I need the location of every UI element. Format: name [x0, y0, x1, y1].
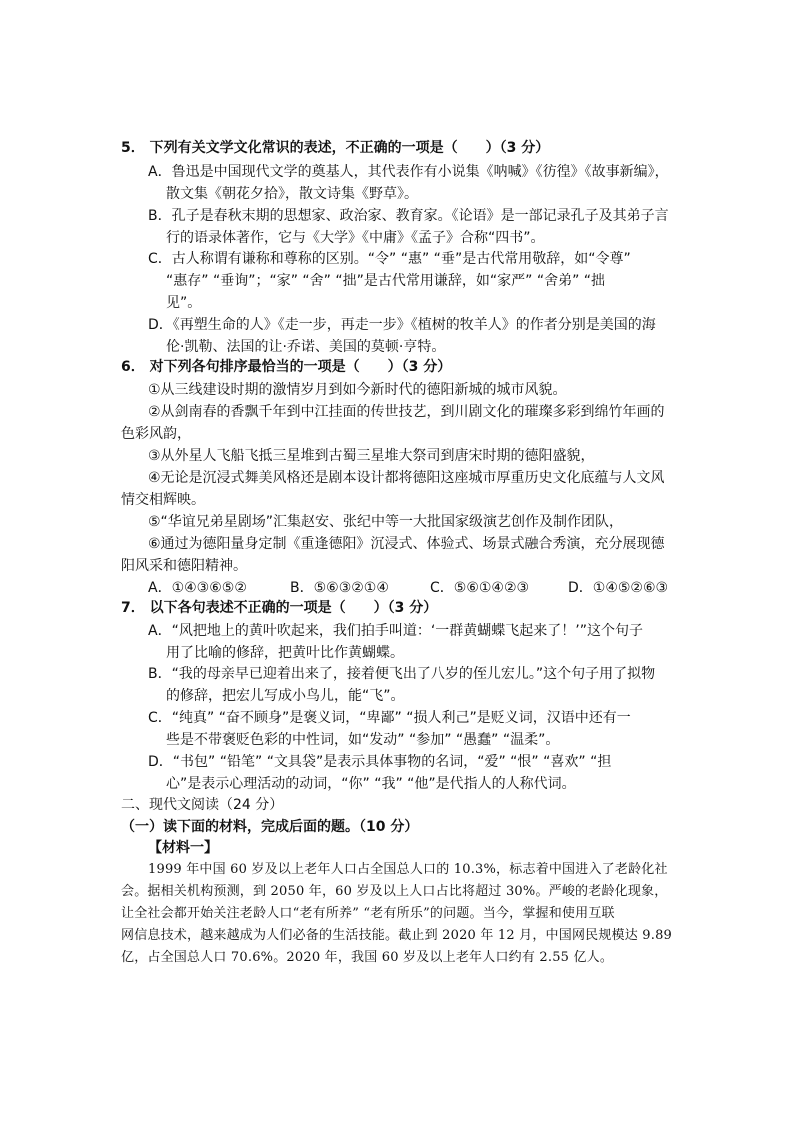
material-1-paragraph-line-4: 网信息技术，越来越成为人们必备的生活技能。截止到 2020 年 12 月，中国网民规模达 9.89: [121, 928, 673, 943]
question-6-sentence-2: ②从剑南春的香飘千年到中江挂面的传世技艺，到川剧文化的璀璨多彩到绵竹年画的: [148, 404, 665, 420]
material-1-paragraph-line-2: 会。据相关机构预测，到 2050 年，60 岁及以上人口占比将超过 30%。严峻的老龄化现象，: [121, 884, 668, 899]
question-5-option-d: D．《再塑生命的人》《走一步，再走一步》《植树的牧羊人》的作者分别是美国的海: [148, 317, 656, 333]
question-5-option-c: C．古人称谓有谦称和尊称的区别。“令” “惠” “垂”是古代常用敬辞，如“令尊”: [148, 251, 631, 267]
question-5-stem: 5． 下列有关文学文化常识的表述，不正确的一项是（ ）（3 分）: [121, 140, 550, 156]
material-1-title: 【材料一】: [148, 840, 218, 856]
question-6-sentence-4-cont: 情交相辉映。: [121, 492, 205, 508]
section-2-heading: 二、现代文阅读（24 分）: [121, 797, 284, 813]
question-6-option-a: A．①④③⑥⑤②: [148, 580, 247, 596]
question-5-option-c-cont: “惠存” “垂询”；“家” “舍” “拙”是古代常用谦辞，如“家严” “舍弟” “拙: [166, 273, 606, 289]
question-7-stem: 7． 以下各句表述不正确的一项是（ ）（3 分）: [121, 600, 438, 616]
question-6-sentence-6: ⑥通过为德阳量身定制《重逢德阳》沉浸式、体验式、场景式融合秀演，充分展现德: [148, 536, 665, 552]
question-7-option-c: C．“纯真” “奋不顾身”是褒义词，“卑鄙” “损人利己”是贬义词，汉语中还有一: [148, 710, 631, 726]
question-6-sentence-3: ③从外星人飞船飞抵三星堆到古蜀三星堆大祭司到唐宋时期的德阳盛貌，: [148, 448, 595, 464]
question-5-option-b: B．孔子是春秋末期的思想家、政治家、教育家。《论语》是一部记录孔子及其弟子言: [148, 208, 669, 224]
question-5-option-a: A．鲁迅是中国现代文学的奠基人，其代表作有小说集《呐喊》《彷徨》《故事新编》，: [148, 164, 669, 180]
question-5-option-c-cont2: 见”。: [166, 295, 202, 311]
question-5-option-d-cont: 伦·凯勒、法国的让·乔诺、美国的莫顿·亨特。: [166, 339, 446, 355]
question-7-option-c-cont: 些是不带褒贬色彩的中性词，如“发动” “参加” “愚蠢” “温柔”。: [166, 732, 560, 748]
material-1-paragraph-line-1: 1999 年中国 60 岁及以上老年人口占全国总人口的 10.3%，标志着中国进入了老龄化社: [148, 862, 668, 877]
question-7-option-b: B．“我的母亲早已迎着出来了，接着便飞出了八岁的侄儿宏儿。”这个句子用了拟物: [148, 666, 656, 682]
question-6-option-d: D．①④⑤②⑥③: [568, 580, 669, 596]
question-6-sentence-4: ④无论是沉浸式舞美风格还是剧本设计都将德阳这座城市厚重历史文化底蕴与人文风: [148, 470, 665, 486]
question-7-option-b-cont: 的修辞，把宏儿写成小鸟儿，能“飞”。: [166, 688, 405, 704]
question-6-sentence-5: ⑤“华谊兄弟星剧场”汇集赵安、张纪中等一大批国家级演艺创作及制作团队，: [148, 514, 624, 530]
question-5-option-a-cont: 散文集《朝花夕拾》，散文诗集《野草》。: [166, 186, 418, 202]
question-6-stem: 6． 对下列各句排序最恰当的一项是（ ）（3 分）: [121, 359, 452, 375]
question-6-option-b: B．⑤⑥③②①④: [290, 580, 389, 596]
material-1-paragraph-line-3: 让全社会都开始关注老龄人口“老有所养” “老有所乐”的问题。当今，掌握和使用互联: [121, 906, 615, 921]
question-7-option-d: D．“书包” “铅笔” “文具袋”是表示具体事物的名词，“爱” “恨” “喜欢” “担: [148, 754, 612, 770]
material-1-paragraph-line-5: 亿，占全国总人口 70.6%。2020 年，我国 60 岁及以上老年人口约有 2.55 亿人。: [121, 950, 614, 965]
question-5-option-b-cont: 行的语录体著作，它与《大学》《中庸》《孟子》合称“四书”。: [166, 230, 545, 246]
question-7-option-a-cont: 用了比喻的修辞，把黄叶比作黄蝴蝶。: [166, 645, 404, 661]
question-6-sentence-2-cont: 色彩风韵，: [121, 426, 191, 442]
question-6-sentence-1: ①从三线建设时期的激情岁月到如今新时代的德阳新城的城市风貌。: [148, 382, 567, 398]
question-6-option-c: C．⑤⑥①④②③: [430, 580, 530, 596]
question-7-option-a: A．“风把地上的黄叶吹起来，我们拍手叫道：‘一群黄蝴蝶飞起来了！’”这个句子: [148, 623, 643, 639]
section-2-part-1-heading: （一）读下面的材料，完成后面的题。（10 分）: [121, 819, 419, 835]
question-7-option-d-cont: 心”是表示心理活动的动词，“你” “我” “他”是代指人的人称代词。: [166, 776, 576, 792]
question-6-sentence-6-cont: 阳风采和德阳精神。: [121, 558, 247, 574]
